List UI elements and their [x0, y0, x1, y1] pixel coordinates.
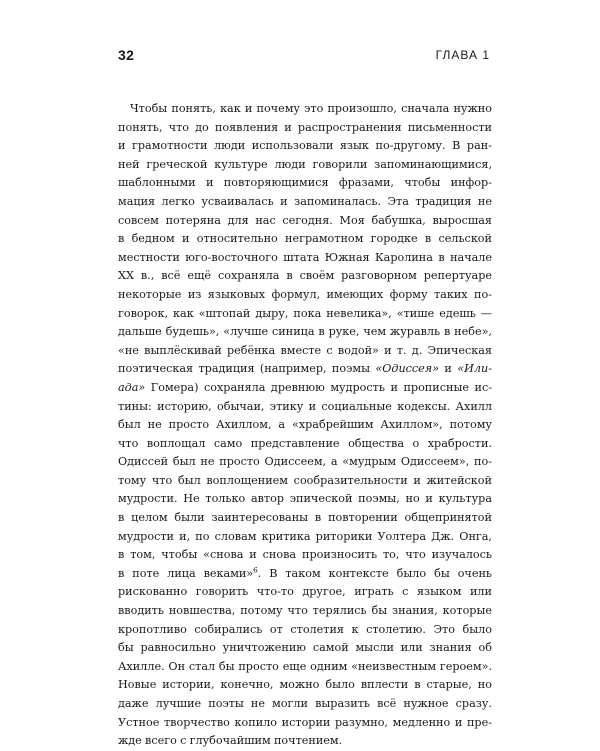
text-line: Одиссей был не просто Одиссеем, а «мудрым Одиссеем», по- [118, 455, 492, 469]
body-paragraph [118, 100, 492, 751]
italic-title-iliad-end: ада» [118, 380, 146, 394]
text-line: шаблонными и повторяющимися фразами, чтобы инфор- [118, 176, 492, 190]
text-line [118, 360, 492, 379]
text-line: кропотливо собирались от столетия к столетию. Это было [118, 622, 492, 636]
text-line: ней греческой культуре люди говорили запоминающимися, [118, 157, 492, 171]
text-fragment: и [439, 362, 458, 376]
footnote-marker: 6 [253, 566, 258, 575]
text-fragment: поэтическая традиция (например, поэмы [118, 362, 376, 376]
text-line: тины: историю, обычаи, этику и социальные кодексы. Ахилл [118, 399, 492, 413]
text-line: Чтобы понять, как и почему это произошло, сначала нужно [130, 102, 492, 115]
text-line: «не выплёскивай ребёнка вместе с водой» и т. д. Эпическая [118, 343, 492, 357]
text-line: в том, чтобы «снова и снова произносить то, что изучалось [118, 548, 492, 562]
text-line: даже лучшие поэты не могли выразить всё нужное сразу. [118, 697, 492, 710]
text-line: Новые истории, конечно, можно было вплести в старые, но [118, 678, 492, 692]
text-line: дальше будешь», «лучше синица в руке, чем журавль в небе», [118, 325, 492, 339]
text-line: вводить новшества, потому что терялись бы знания, которые [118, 604, 492, 618]
text-line: понять, что до появления и распространения письменности [118, 120, 492, 134]
text-line: мация легко усваивалась и запоминалась. Эта традиция не [118, 194, 492, 208]
text-line: бы равносильно уничтожению самой мысли или знания об [118, 641, 492, 655]
running-header-chapter: ГЛАВА 1 [435, 48, 490, 62]
italic-title-odyssey: «Одиссея» [375, 362, 440, 376]
text-line: Ахилле. Он стал бы просто еще одним «неизвестным героем». [118, 659, 492, 673]
text-line: мудрости. Не только автор эпической поэмы, но и культура [118, 492, 492, 506]
page-number: 32 [118, 47, 135, 63]
text-line: рискованно говорить что-то другое, играть с языком или [118, 585, 492, 599]
text-line: совсем потеряна для нас сегодня. Моя бабушка, выросшая [118, 213, 492, 227]
text-line: что воплощал само представление общества о храбрости. [118, 436, 492, 450]
text-fragment: в поте лица веками» [118, 566, 254, 580]
italic-title-iliad-start: «Или- [457, 362, 492, 376]
text-line: жде всего с глубочайшим почтением. [118, 734, 343, 748]
text-fragment: Гомера) сохраняла древнюю мудрость и прописные ис- [145, 380, 492, 394]
text-line: Устное творчество копило истории разумно, медленно и пре- [118, 715, 492, 729]
text-line: XX в., всё ещё сохраняла в своём разговорном репертуаре [118, 269, 492, 283]
text-line: в бедном и относительно неграмотном городке в сельской [118, 232, 492, 246]
text-fragment: . В таком контексте было бы очень [257, 566, 492, 580]
text-line: в целом были заинтересованы в повторении общепринятой [118, 511, 492, 525]
text-line: тому что был воплощением сообразительности и житейской [118, 473, 492, 487]
text-line: говорок, как «штопай дыру, пока невелика», «тише едешь — [118, 306, 492, 320]
text-line: местности юго-восточного штата Южная Каролина в начале [118, 250, 492, 264]
text-line: мудрости и, по словам критика риторики Уолтера Дж. Онга, [118, 529, 492, 543]
text-line [118, 565, 492, 584]
text-line: и грамотности люди использовали язык по-другому. В ран- [118, 139, 492, 153]
text-line: был не просто Ахиллом, а «храбрейшим Ахиллом», потому [118, 418, 492, 432]
text-line: некоторые из языковых формул, имеющих форму таких по- [118, 287, 492, 301]
text-line [118, 379, 492, 398]
